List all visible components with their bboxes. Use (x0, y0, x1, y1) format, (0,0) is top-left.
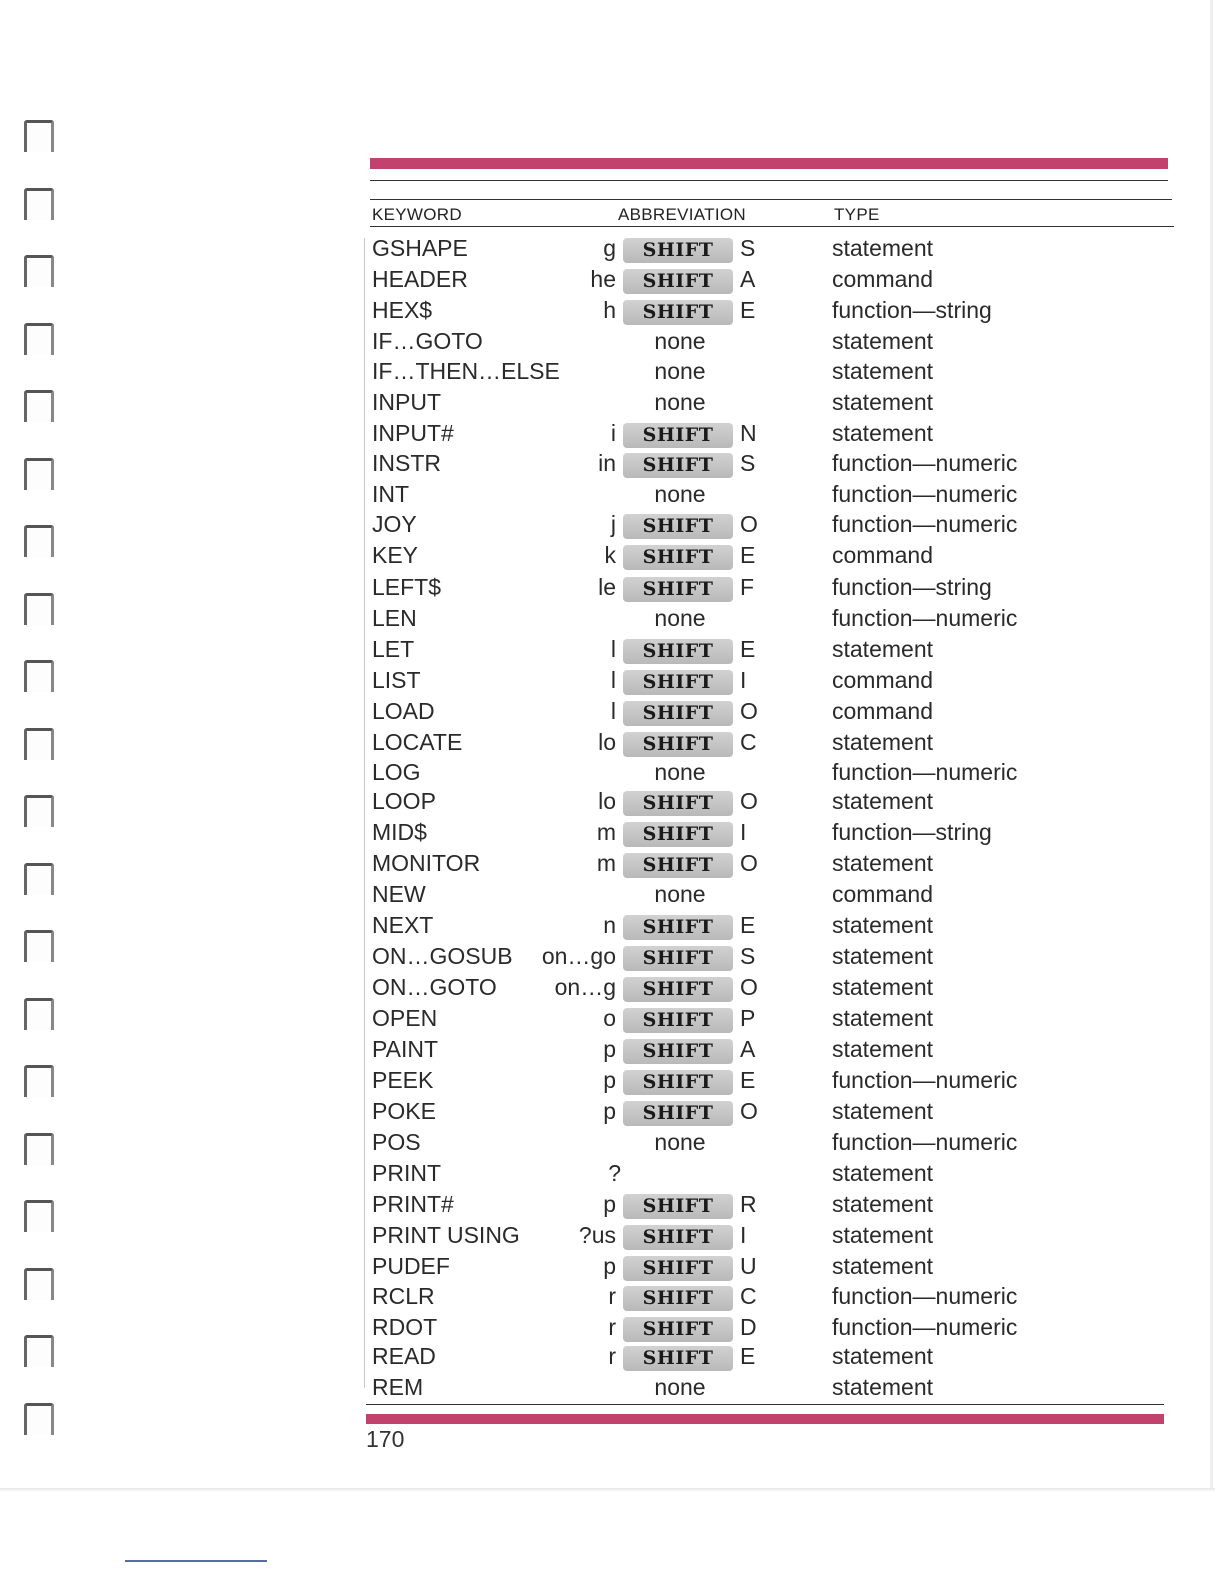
binding-ring-icon (24, 998, 54, 1030)
table-row (370, 574, 1176, 604)
abbreviation-cell: l (610, 698, 616, 724)
binding-ring-icon (24, 863, 54, 895)
keyword-cell: HEX$ (372, 297, 433, 323)
shift-key-icon: SHIFT (623, 269, 733, 294)
keyword-cell: PRINT (372, 1160, 441, 1186)
type-cell: function—numeric (832, 759, 1018, 785)
abbreviation-key: O (740, 850, 758, 876)
table-row (370, 235, 1176, 265)
shift-key-icon: SHIFT (623, 701, 733, 726)
abbreviation-key: U (740, 1253, 757, 1279)
table-row (370, 1222, 1176, 1252)
abbreviation-key: E (740, 1067, 756, 1093)
top-color-band (370, 158, 1168, 169)
keyword-cell: NEW (372, 881, 426, 907)
keyword-cell: PRINT# (372, 1191, 454, 1217)
binding-ring-icon (24, 1268, 54, 1300)
type-cell: function—numeric (832, 450, 1018, 476)
abbreviation-key: E (740, 636, 756, 662)
top-rule (370, 180, 1168, 181)
table-row (370, 1374, 1176, 1404)
shift-key-icon: SHIFT (623, 1194, 733, 1219)
abbreviation-key: E (740, 912, 756, 938)
keyword-cell: HEADER (372, 266, 468, 292)
shift-key-icon: SHIFT (623, 915, 733, 940)
type-cell: statement (832, 788, 933, 814)
type-cell: statement (832, 235, 933, 261)
shift-key-icon: SHIFT (623, 1256, 733, 1281)
binding-ring-icon (24, 525, 54, 557)
shift-key-icon: SHIFT (623, 670, 733, 695)
shift-key-icon: SHIFT (623, 1346, 733, 1371)
binding-ring-icon (24, 188, 54, 220)
page-edge (1210, 0, 1213, 1490)
table-row (370, 297, 1176, 327)
type-cell: function—numeric (832, 1314, 1018, 1340)
binding-ring-icon (24, 660, 54, 692)
shift-key-icon: SHIFT (623, 977, 733, 1002)
abbreviation-key: O (740, 698, 758, 724)
abbreviation-cell: none (654, 1374, 706, 1400)
keyword-cell: PEEK (372, 1067, 434, 1093)
table-row (370, 1129, 1176, 1159)
abbreviation-cell: g (603, 235, 616, 261)
abbreviation-cell: le (598, 574, 616, 600)
keyword-cell: PRINT USING (372, 1222, 520, 1248)
keyword-cell: IF…GOTO (372, 328, 483, 354)
abbreviation-cell: on…g (554, 974, 616, 1000)
shift-key-icon: SHIFT (623, 238, 733, 263)
type-cell: statement (832, 1098, 933, 1124)
header-keyword: KEYWORD (372, 205, 462, 224)
binding-rings (24, 120, 64, 1460)
table-row (370, 1343, 1176, 1373)
shift-key-icon: SHIFT (623, 453, 733, 478)
table-row (370, 1005, 1176, 1035)
type-cell: function—string (832, 297, 992, 323)
abbreviation-key: O (740, 974, 758, 1000)
abbreviation-key: P (740, 1005, 756, 1031)
abbreviation-cell: p (603, 1253, 616, 1279)
footer-mark (125, 1560, 267, 1562)
shift-key-icon: SHIFT (623, 946, 733, 971)
type-cell: function—numeric (832, 1129, 1018, 1155)
keyword-cell: LEFT$ (372, 574, 442, 600)
abbreviation-cell: none (654, 881, 706, 907)
abbreviation-cell: none (654, 1129, 706, 1155)
abbreviation-cell: lo (598, 788, 616, 814)
shift-key-icon: SHIFT (623, 545, 733, 570)
type-cell: statement (832, 420, 933, 446)
table-row (370, 974, 1176, 1004)
type-cell: function—numeric (832, 481, 1018, 507)
binding-ring-icon (24, 458, 54, 490)
type-cell: command (832, 698, 933, 724)
keyword-cell: LIST (372, 667, 421, 693)
type-cell: statement (832, 974, 933, 1000)
type-cell: function—numeric (832, 511, 1018, 537)
abbreviation-cell: none (654, 358, 706, 384)
keyword-cell: GSHAPE (372, 235, 468, 261)
keyword-cell: NEXT (372, 912, 434, 938)
keyword-cell: RDOT (372, 1314, 438, 1340)
type-cell: function—numeric (832, 605, 1018, 631)
type-cell: statement (832, 729, 933, 755)
type-cell: statement (832, 389, 933, 415)
table-row (370, 266, 1176, 296)
type-cell: statement (832, 1036, 933, 1062)
abbreviation-cell: ? (608, 1160, 621, 1186)
shift-key-icon: SHIFT (623, 853, 733, 878)
type-cell: statement (832, 1191, 933, 1217)
keyword-cell: POS (372, 1129, 421, 1155)
abbreviation-cell: r (608, 1283, 616, 1309)
abbreviation-key: E (740, 297, 756, 323)
abbreviation-cell: none (654, 759, 706, 785)
header-top-rule (370, 199, 1172, 200)
type-cell: function—numeric (832, 1067, 1018, 1093)
table-row (370, 389, 1176, 419)
table-row (370, 358, 1176, 388)
table-row (370, 1160, 1176, 1190)
abbreviation-key: O (740, 1098, 758, 1124)
table-row (370, 850, 1176, 880)
table-row (370, 511, 1176, 541)
abbreviation-cell: j (610, 511, 616, 537)
type-cell: command (832, 266, 933, 292)
abbreviation-cell: none (654, 481, 706, 507)
type-cell: statement (832, 636, 933, 662)
abbreviation-key: A (740, 266, 756, 292)
abbreviation-key: O (740, 511, 758, 537)
table-row (370, 788, 1176, 818)
table-row (370, 605, 1176, 635)
abbreviation-cell: he (590, 266, 616, 292)
shift-key-icon: SHIFT (623, 1101, 733, 1126)
abbreviation-key: S (740, 943, 756, 969)
table-row (370, 328, 1176, 358)
type-cell: statement (832, 912, 933, 938)
abbreviation-key: C (740, 1283, 757, 1309)
type-cell: command (832, 667, 933, 693)
abbreviation-cell: l (610, 667, 616, 693)
keyword-cell: PUDEF (372, 1253, 450, 1279)
table-row (370, 1283, 1176, 1313)
keyword-cell: REM (372, 1374, 424, 1400)
abbreviation-cell: none (654, 328, 706, 354)
abbreviation-key: D (740, 1314, 757, 1340)
type-cell: function—string (832, 819, 992, 845)
abbreviation-cell: ?us (578, 1222, 616, 1248)
abbreviation-cell: p (603, 1067, 616, 1093)
keyword-cell: ON…GOSUB (372, 943, 513, 969)
abbreviation-cell: p (603, 1191, 616, 1217)
table-row (370, 1191, 1176, 1221)
keyword-cell: MID$ (372, 819, 427, 845)
type-cell: function—numeric (832, 1283, 1018, 1309)
table-row (370, 1067, 1176, 1097)
keyword-cell: LEN (372, 605, 417, 631)
type-cell: statement (832, 1160, 933, 1186)
table-row (370, 1253, 1176, 1283)
binding-ring-icon (24, 930, 54, 962)
binding-ring-icon (24, 1133, 54, 1165)
abbreviation-cell: r (608, 1314, 616, 1340)
table-row (370, 943, 1176, 973)
type-cell: function—string (832, 574, 992, 600)
bottom-rule (366, 1404, 1164, 1405)
binding-ring-icon (24, 390, 54, 422)
table-row (370, 542, 1176, 572)
abbreviation-cell: n (603, 912, 616, 938)
type-cell: statement (832, 1374, 933, 1400)
table-row (370, 481, 1176, 511)
abbreviation-key: E (740, 542, 756, 568)
abbreviation-key: E (740, 1343, 756, 1369)
type-cell: command (832, 542, 933, 568)
abbreviation-key: C (740, 729, 757, 755)
abbreviation-cell: m (596, 819, 616, 845)
abbreviation-key: O (740, 788, 758, 814)
type-cell: statement (832, 943, 933, 969)
keyword-cell: LOAD (372, 698, 435, 724)
keyword-cell: INSTR (372, 450, 441, 476)
binding-ring-icon (24, 255, 54, 287)
type-cell: statement (832, 850, 933, 876)
shift-key-icon: SHIFT (623, 791, 733, 816)
keyword-cell: IF…THEN…ELSE (372, 358, 560, 384)
binding-ring-icon (24, 593, 54, 625)
header-type: TYPE (834, 205, 880, 224)
keyword-cell: ON…GOTO (372, 974, 497, 1000)
keyword-cell: INT (372, 481, 410, 507)
abbreviation-key: N (740, 420, 757, 446)
keyword-cell: PAINT (372, 1036, 439, 1062)
keyword-cell: INPUT (372, 389, 441, 415)
abbreviation-cell: k (604, 542, 616, 568)
shift-key-icon: SHIFT (623, 423, 733, 448)
abbreviation-key: S (740, 450, 756, 476)
binding-ring-icon (24, 1335, 54, 1367)
type-cell: statement (832, 328, 933, 354)
header-abbreviation: ABBREVIATION (618, 205, 746, 224)
table-row (370, 420, 1176, 450)
shift-key-icon: SHIFT (623, 1286, 733, 1311)
table-row (370, 1098, 1176, 1128)
shift-key-icon: SHIFT (623, 1225, 733, 1250)
type-cell: command (832, 881, 933, 907)
table-row (370, 636, 1176, 666)
table-row (370, 729, 1176, 759)
keyword-cell: READ (372, 1343, 436, 1369)
type-cell: statement (832, 1253, 933, 1279)
shift-key-icon: SHIFT (623, 577, 733, 602)
abbreviation-key: R (740, 1191, 757, 1217)
keyword-cell: INPUT# (372, 420, 454, 446)
shift-key-icon: SHIFT (623, 300, 733, 325)
binding-ring-icon (24, 1200, 54, 1232)
table-row (370, 819, 1176, 849)
type-cell: statement (832, 1005, 933, 1031)
shift-key-icon: SHIFT (623, 1039, 733, 1064)
table-row (370, 667, 1176, 697)
abbreviation-cell: p (603, 1036, 616, 1062)
keyword-cell: LOG (372, 759, 421, 785)
abbreviation-cell: m (596, 850, 616, 876)
type-cell: statement (832, 1343, 933, 1369)
table-row (370, 1314, 1176, 1344)
binding-ring-icon (24, 1065, 54, 1097)
table-row (370, 1036, 1176, 1066)
keyword-cell: JOY (372, 511, 417, 537)
shift-key-icon: SHIFT (623, 1070, 733, 1095)
binding-ring-icon (24, 120, 54, 152)
abbreviation-cell: p (603, 1098, 616, 1124)
abbreviation-cell: o (603, 1005, 616, 1031)
abbreviation-cell: on…go (541, 943, 616, 969)
keyword-cell: LOOP (372, 788, 436, 814)
abbreviation-key: F (740, 574, 755, 600)
abbreviation-key: S (740, 235, 756, 261)
table-row (370, 698, 1176, 728)
abbreviation-cell: lo (598, 729, 616, 755)
shift-key-icon: SHIFT (623, 1008, 733, 1033)
keyword-cell: KEY (372, 542, 419, 568)
type-cell: statement (832, 358, 933, 384)
abbreviation-cell: r (608, 1343, 616, 1369)
abbreviation-key: I (740, 1222, 747, 1248)
table-row (370, 912, 1176, 942)
keyword-cell: OPEN (372, 1005, 438, 1031)
keyword-cell: LET (372, 636, 415, 662)
keyword-cell: POKE (372, 1098, 436, 1124)
binding-ring-icon (24, 728, 54, 760)
header-bottom-rule (370, 226, 1174, 227)
abbreviation-cell: in (598, 450, 616, 476)
abbreviation-cell: l (610, 636, 616, 662)
abbreviation-key: A (740, 1036, 756, 1062)
keyword-cell: RCLR (372, 1283, 435, 1309)
page-number: 170 (366, 1426, 405, 1452)
binding-ring-icon (24, 323, 54, 355)
shift-key-icon: SHIFT (623, 514, 733, 539)
shift-key-icon: SHIFT (623, 639, 733, 664)
keyword-cell: LOCATE (372, 729, 463, 755)
abbreviation-cell: none (654, 605, 706, 631)
keyword-cell: MONITOR (372, 850, 481, 876)
table-row (370, 881, 1176, 911)
abbreviation-separator (364, 238, 365, 1388)
page-edge-bottom (0, 1488, 1215, 1492)
abbreviation-cell: h (603, 297, 616, 323)
table-row (370, 450, 1176, 480)
abbreviation-key: I (740, 667, 747, 693)
table-row (370, 759, 1176, 789)
type-cell: statement (832, 1222, 933, 1248)
bottom-color-band (366, 1414, 1164, 1424)
shift-key-icon: SHIFT (623, 732, 733, 757)
shift-key-icon: SHIFT (623, 822, 733, 847)
shift-key-icon: SHIFT (623, 1317, 733, 1342)
binding-ring-icon (24, 795, 54, 827)
abbreviation-key: I (740, 819, 747, 845)
abbreviation-cell: none (654, 389, 706, 415)
abbreviation-cell: i (610, 420, 616, 446)
binding-ring-icon (24, 1403, 54, 1435)
